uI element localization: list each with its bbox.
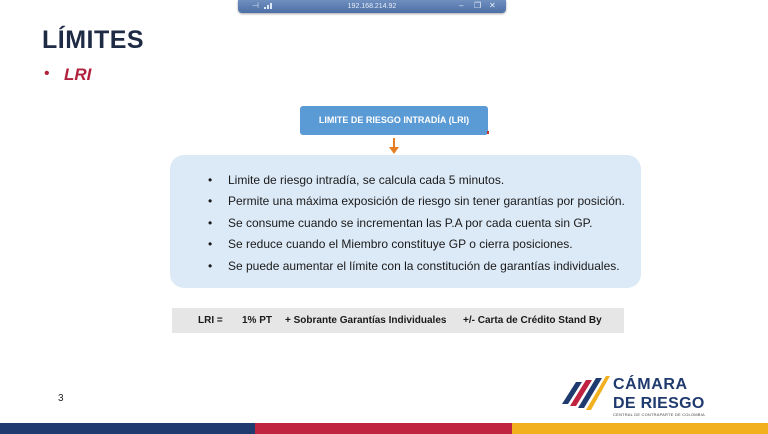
formula-term-pt: 1% PT	[242, 315, 273, 326]
red-tick-mark	[487, 131, 489, 134]
formula-term-carta: +/- Carta de Crédito Stand By	[463, 315, 602, 326]
subtitle-bullet: •	[44, 65, 50, 82]
lri-formula-bar	[172, 308, 624, 333]
list-item: • Permite una máxima exposición de riesgo sin tener garantías por posición.	[208, 191, 625, 212]
remote-ip-label: 192.168.214.92	[347, 3, 397, 10]
slide-title: LÍMITES	[42, 26, 145, 54]
list-item: • Se consume cuando se incrementan las P.A por cada cuenta sin GP.	[208, 213, 625, 234]
camara-logo-icon	[560, 374, 610, 414]
bar-segment-red	[255, 423, 512, 434]
slide-subtitle: LRI	[64, 65, 92, 84]
list-item: • Limite de riesgo intradía, se calcula cada 5 minutos.	[208, 170, 625, 191]
list-item: • Se reduce cuando el Miembro constituye GP o cierra posiciones.	[208, 234, 625, 255]
logo-text-camara: CÁMARA	[613, 376, 688, 393]
remote-desktop-bar[interactable]	[238, 0, 506, 13]
logo-tagline: CENTRAL DE CONTRAPARTE DE COLOMBIA	[613, 412, 705, 417]
formula-term-garantias: + Sobrante Garantías Individuales	[285, 315, 447, 326]
close-button[interactable]: ✕	[489, 1, 496, 10]
pin-icon[interactable]: ⊣	[252, 1, 259, 10]
restore-button[interactable]: ❐	[474, 1, 482, 10]
lri-description-box	[170, 155, 641, 288]
page-number: 3	[58, 393, 64, 404]
lri-points-list	[208, 170, 625, 277]
formula-lhs: LRI =	[198, 315, 223, 326]
minimize-button[interactable]: ‒	[459, 1, 464, 10]
down-arrow-head	[389, 147, 399, 154]
bar-segment-navy	[0, 423, 255, 434]
lri-header-box: LIMITE DE RIESGO INTRADÍA (LRI)	[300, 106, 488, 135]
logo-text-de-riesgo: DE RIESGO	[613, 395, 705, 412]
bar-segment-yellow	[512, 423, 768, 434]
list-item: • Se puede aumentar el límite con la constitución de garantías individuales.	[208, 256, 625, 277]
bottom-color-bar	[0, 423, 768, 434]
